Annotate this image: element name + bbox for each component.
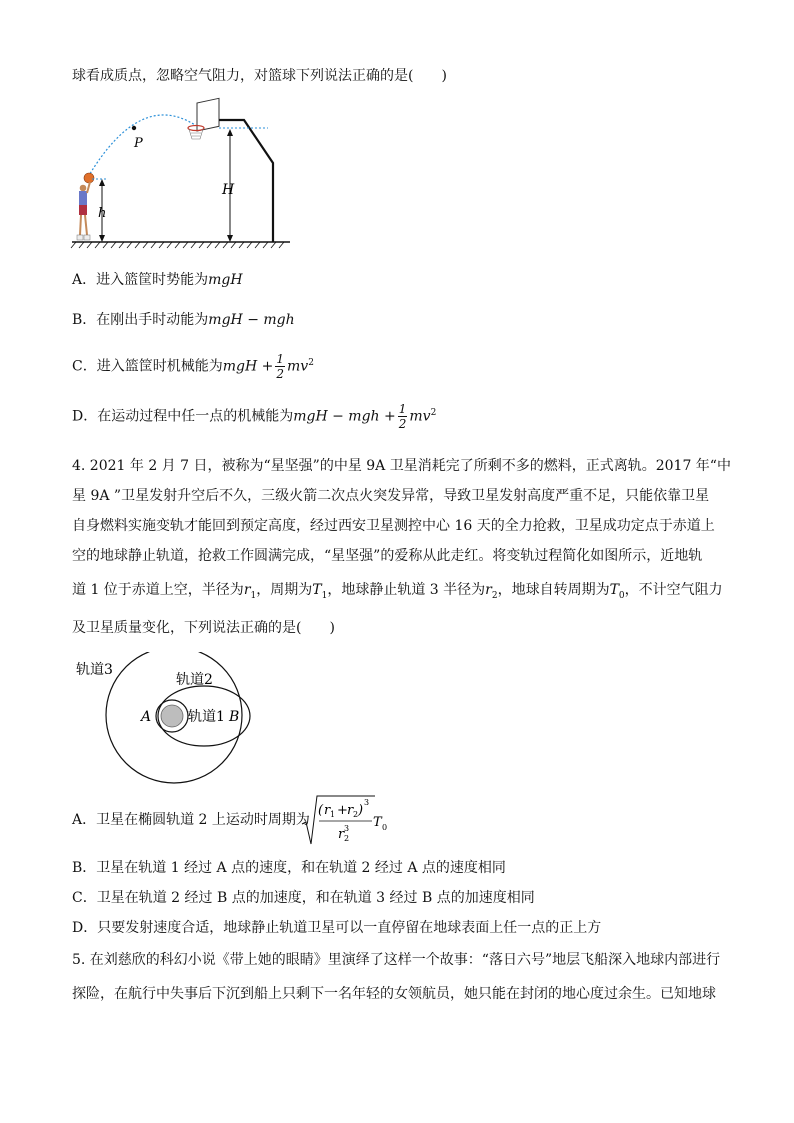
- period-formula: [300, 792, 400, 850]
- q4-line-5: 道 1 位于赤道上空，半径为$r_1$，周期为$T_1$，地球静止轨道 3 半径为$r_2$，地球自转周期为$T_0$，不计空气阻力: [72, 582, 723, 601]
- label-h: h: [98, 206, 107, 221]
- svg-text:T: T: [373, 815, 382, 830]
- q5-line-2: 探险，在航行中失事后下沉到船上只剩下一名年轻的女领航员，她只能在封闭的地心度过余生。已知地球: [72, 986, 716, 1002]
- q4-line-1: 4. 2021 年 2 月 7 日，被称为“星坚强”的中星 9A 卫星消耗完了所剩不多的燃料，正式离轨。2017 年“中: [72, 458, 731, 474]
- svg-text:3: 3: [364, 798, 370, 807]
- q4-option-b: B．卫星在轨道 1 经过 A 点的速度，和在轨道 2 经过 A 点的速度相同: [72, 860, 506, 876]
- orbit-1-label: 轨道1: [188, 709, 225, 725]
- svg-text:r: r: [338, 827, 345, 842]
- q4-option-c: C．卫星在轨道 2 经过 B 点的加速度，和在轨道 3 经过 B 点的加速度相同: [72, 890, 535, 906]
- q4-option-d: D．只要发射速度合适，地球静止轨道卫星可以一直停留在地球表面上任一点的正上方: [72, 920, 602, 936]
- q4-line-4: 空的地球静止轨道，抢救工作圆满完成，“星坚强”的爱称从此走红。将变轨过程简化如图所示，近地轨: [72, 548, 703, 564]
- svg-text:+: +: [337, 803, 348, 818]
- orbit-figure: [70, 652, 270, 792]
- label-p: P: [134, 136, 143, 151]
- player-figure: [77, 173, 94, 240]
- q4-option-a: A．卫星在椭圆轨道 2 上运动时周期为: [72, 812, 310, 828]
- q3-option-b: B．在刚出手时动能为mgH − mgh: [72, 312, 295, 328]
- orbit-2-label: 轨道2: [176, 672, 213, 688]
- earth-circle: [161, 705, 183, 727]
- q3-option-c: C．进入篮筐时机械能为mgH + $\frac{1}{2}$ $mv^2$: [72, 352, 314, 381]
- q4-line-2: 星 9A ”卫星发射升空后不久，三级火箭二次点火突发异常，导致卫星发射高度严重不足，只能依靠卫星: [72, 488, 710, 504]
- svg-text:(: (: [318, 803, 324, 818]
- svg-text:r: r: [324, 803, 331, 818]
- svg-text:2: 2: [353, 810, 359, 819]
- q3-option-d: D．在运动过程中任一点的机械能为mgH − mgh + $\frac{1}{2}$ $mv^2$: [72, 402, 437, 431]
- q3-option-a: A．进入篮筐时势能为mgH: [72, 272, 243, 288]
- orbit-3-label: 轨道3: [76, 662, 113, 678]
- label-H: H: [222, 182, 235, 198]
- svg-text:1: 1: [330, 810, 336, 819]
- basketball-figure: [70, 95, 295, 255]
- svg-text:2: 2: [344, 834, 350, 843]
- q4-line-6: 及卫星质量变化，下列说法正确的是( ): [72, 620, 335, 636]
- svg-text:3: 3: [344, 824, 350, 833]
- svg-text:0: 0: [382, 823, 388, 832]
- q3-intro: 球看成质点，忽略空气阻力，对篮球下列说法正确的是( ): [72, 68, 447, 84]
- point-p: [132, 126, 136, 130]
- svg-text:r: r: [347, 803, 354, 818]
- q5-line-1: 5. 在刘慈欣的科幻小说《带上她的眼睛》里演绎了这样一个故事：“落日六号”地层飞船深入地球内部进行: [72, 952, 721, 968]
- point-b-label: B: [229, 709, 240, 725]
- q4-line-3: 自身燃料实施变轨才能回到预定高度，经过西安卫星测控中心 16 天的全力抢救，卫星成功定点于赤道上: [72, 518, 715, 534]
- svg-text:): ): [358, 803, 364, 818]
- point-a-label: A: [141, 709, 152, 725]
